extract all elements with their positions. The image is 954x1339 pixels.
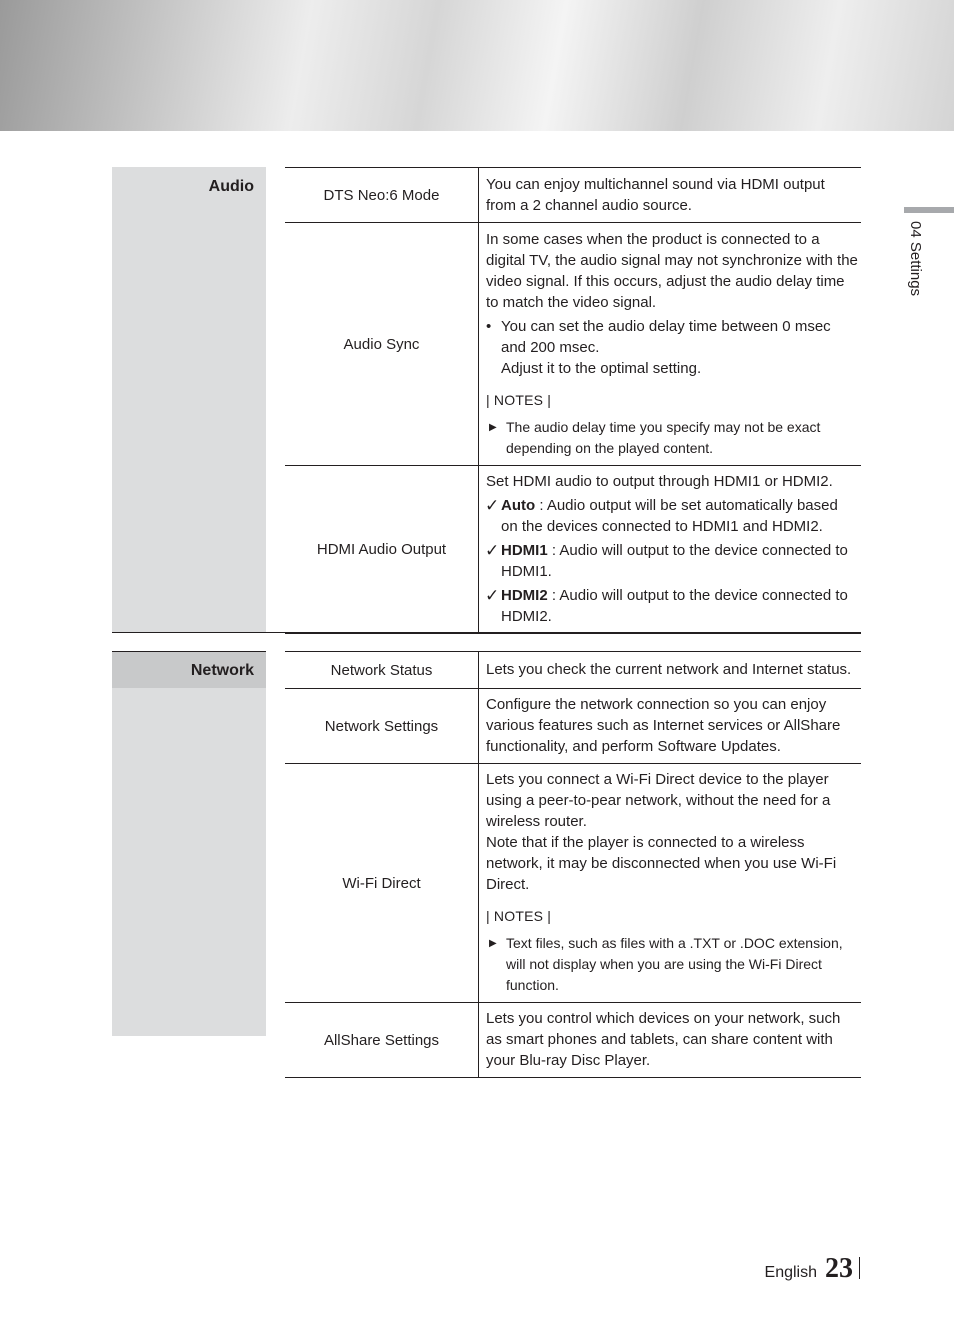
page-number: 23 <box>825 1253 853 1284</box>
description-text-2: Note that if the player is connected to a wireless network, it may be disconnected when you use Wi-Fi Direct. <box>486 834 837 893</box>
audio-section <box>112 167 861 633</box>
section-bottom-rule <box>112 632 861 633</box>
setting-name: Network Settings <box>285 689 479 764</box>
option-item <box>486 585 858 627</box>
setting-description <box>479 168 862 223</box>
description-text: In some cases when the product is connected to a digital TV, the audio signal may not synchronize with the video signal. If this occurs, adjust the audio delay time to match the video signal. <box>486 230 858 311</box>
table-row <box>285 764 861 1003</box>
option-text: : Audio will output to the device connected to HDMI1. <box>501 542 848 580</box>
section-top-rule <box>112 651 266 652</box>
option-text: : Audio will output to the device connected to HDMI2. <box>501 587 848 625</box>
notes-heading: | NOTES | <box>486 391 552 408</box>
audio-category-column <box>112 167 266 633</box>
table-row <box>285 223 861 466</box>
checkmark-icon: ✓ <box>485 496 500 515</box>
audio-settings-table <box>285 167 861 634</box>
setting-name: Wi-Fi Direct <box>285 764 479 1003</box>
setting-description <box>479 466 862 634</box>
network-section <box>112 651 861 1069</box>
option-item <box>486 495 858 537</box>
note-text: Text files, such as files with a .TXT or .DOC extension, will not display when you are using the Wi-Fi Direct function. <box>506 935 843 993</box>
table-row <box>285 168 861 223</box>
setting-description <box>479 689 862 764</box>
checkmark-icon: ✓ <box>485 586 500 605</box>
description-text: Lets you connect a Wi-Fi Direct device to the player using a peer-to-pear network, without the need for a wireless router. <box>486 771 831 830</box>
option-label: Auto <box>501 497 536 514</box>
option-label: HDMI2 <box>501 587 548 604</box>
option-text: : Audio output will be set automatically based on the devices connected to HDMI1 and HDMI2. <box>501 497 838 535</box>
table-row <box>285 466 861 634</box>
footer-divider <box>859 1257 860 1279</box>
note-text: The audio delay time you specify may not be exact depending on the played content. <box>506 418 821 456</box>
table-row <box>285 652 861 689</box>
audio-category-label: Audio <box>208 178 254 195</box>
checkmark-icon: ✓ <box>485 541 500 560</box>
table-row <box>285 1003 861 1078</box>
footer-language: English <box>764 1264 817 1281</box>
setting-description <box>479 764 862 1003</box>
network-settings-table <box>285 651 861 1078</box>
setting-description <box>479 1003 862 1078</box>
bullet-text: • You can set the audio delay time between 0 msec and 200 msec. <box>501 317 831 356</box>
note-item <box>486 933 858 996</box>
description-text: Configure the network connection so you can enjoy various features such as Internet services or AllShare functionality, and perform Software Updates. <box>486 696 841 755</box>
chapter-tab-label: 04 Settings <box>907 221 924 297</box>
bullet-text-continued: Adjust it to the optimal setting. <box>501 359 702 377</box>
setting-description <box>479 652 862 689</box>
triangle-right-icon: ▶ <box>489 421 497 433</box>
description-text: Lets you control which devices on your network, such as smart phones and tablets, can share content with your Blu-ray Disc Player. <box>486 1010 841 1069</box>
network-category-header <box>112 651 266 688</box>
option-item <box>486 540 858 582</box>
setting-name: HDMI Audio Output <box>285 466 479 634</box>
setting-description <box>479 223 862 466</box>
page-footer <box>765 1253 860 1285</box>
chapter-tab <box>893 221 953 321</box>
description-text: Set HDMI audio to output through HDMI1 or HDMI2. <box>486 473 833 490</box>
table-row <box>285 689 861 764</box>
description-text: You can enjoy multichannel sound via HDMI output from a 2 channel audio source. <box>486 175 825 214</box>
header-band <box>0 0 954 131</box>
setting-name: DTS Neo:6 Mode <box>285 168 479 223</box>
setting-name: Audio Sync <box>285 223 479 466</box>
network-category-column <box>112 651 266 1036</box>
option-label: HDMI1 <box>501 542 548 559</box>
bullet-item <box>486 316 858 379</box>
triangle-right-icon: ▶ <box>489 938 497 949</box>
description-text: Lets you check the current network and Internet status. <box>486 661 852 678</box>
note-item <box>486 417 858 459</box>
chapter-tab-marker <box>904 207 954 213</box>
setting-name: AllShare Settings <box>285 1003 479 1078</box>
setting-name: Network Status <box>285 652 479 689</box>
network-category-label: Network <box>190 662 254 679</box>
notes-heading: | NOTES | <box>486 908 552 924</box>
